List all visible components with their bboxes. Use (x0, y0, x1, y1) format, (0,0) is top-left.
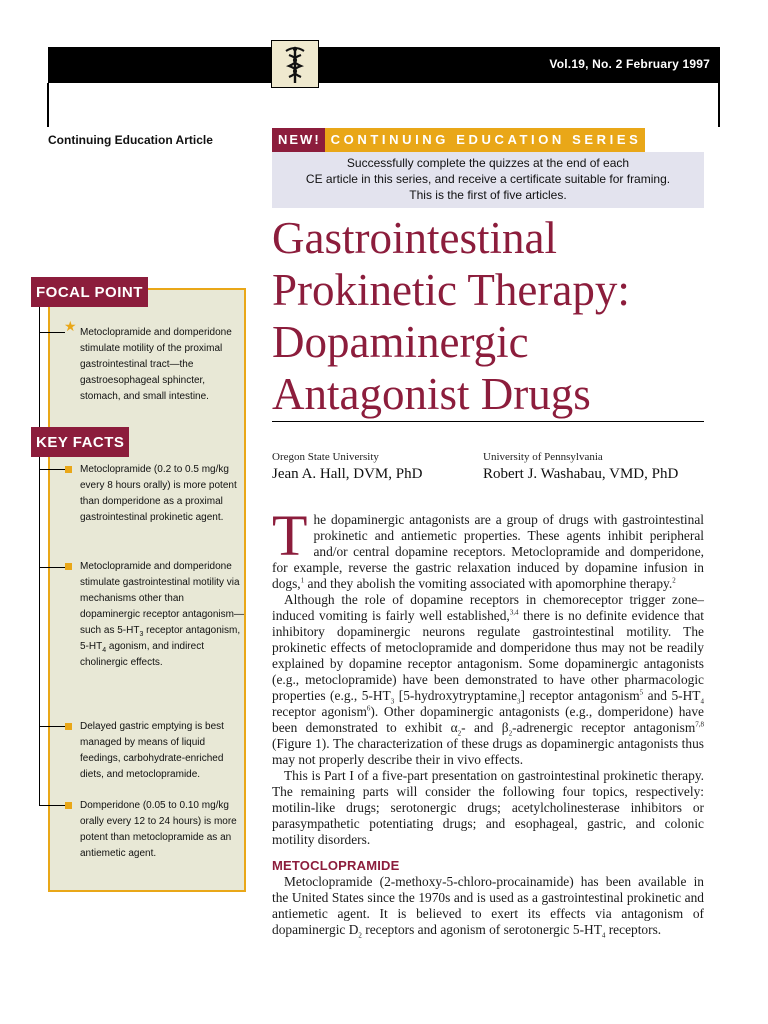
focal-point-label: FOCAL POINT (31, 277, 148, 307)
author-affiliation: Oregon State University (272, 451, 379, 463)
key-fact: Metoclopramide and domperidone stimulate gastrointestinal motility via mechanisms other than dopaminergic receptor antagonism—such as $5-HT_3$ receptor antagonism, $5-HT_4$ agonism, and indirect cholinergic effects. (80, 561, 244, 668)
connector-tick (39, 567, 65, 568)
author-name: Jean A. Hall, DVM, PhD (272, 466, 423, 482)
focal-point-text: Metoclopramide and domperidone stimulate motility of the proximal gastrointestinal tract—the gastroesophageal sphincter, stomach, and small intestine. (80, 327, 232, 402)
header-bar (48, 47, 720, 83)
author-affiliation: University of Pennsylvania (483, 451, 603, 463)
body-paragraph: Metoclopramide (2-methoxy-5-chloro-procainamide) has been available in the United States since the 1970s and is used as a gastrointestinal prokinetic and antiemetic agent. It is believed to exert its effects via antagonism of dopaminergic $D_2$ receptors and agonism of serotonergic $5-HT_4$ receptors. (272, 874, 704, 940)
sidebar-connector (39, 307, 40, 806)
ce-info-line: Successfully complete the quizzes at the end of each (346, 156, 630, 170)
bullet-icon (65, 466, 72, 473)
bullet-icon (65, 802, 72, 809)
ce-info-line: This is the first of five articles. (409, 188, 567, 202)
section-heading: METOCLOPRAMIDE (272, 858, 400, 873)
ce-info-line: CE article in this series, and receive a certificate suitable for framing. (305, 172, 671, 186)
volume-issue: Vol.19, No. 2 February 1997 (549, 57, 710, 71)
title-line: Prokinetic Therapy: (272, 265, 630, 315)
ce-series-banner (272, 128, 645, 152)
body-paragraph: Although the role of dopamine receptors in chemoreceptor trigger zone–induced vomiting is fairly well established,$^{3,4}$ there is no definite evidence that inhibitory dopaminergic neurons regulate gastrointestinal motility. The prokinetic effects of metoclopramide and domperidone thus may not be readily explained by dopamine receptor antagonism. Some dopaminergic antagonists (e.g., metoclopramide) have been demonstrated to have other pharmacologic properties (e.g., $5-HT_3$ [5-hydroxytryptamine$_3$] receptor antagonism$^5$ and $5-HT_4$ receptor agonism$^6$). Other dopaminergic antagonists (e.g., domperidone) have been demonstrated to exhibit $\alpha_2-$ and $\beta_2$-adrenergic receptor antagonism$^{7,8}$ (Figure 1). The characterization of these drugs as dopaminergic antagonists thus may not properly describe their in vivo effects. (272, 592, 704, 767)
key-fact: Metoclopramide (0.2 to 0.5 mg/kg every 8 hours orally) is more potent than domperidone as a proximal gastrointestinal prokinetic agent. (80, 464, 237, 523)
connector-tick (39, 805, 65, 806)
title-line: Gastrointestinal (272, 213, 557, 263)
title-line: Antagonist Drugs (272, 369, 591, 419)
connector-tick (39, 469, 65, 470)
key-facts-label: KEY FACTS (31, 427, 129, 457)
section-label: Continuing Education Article (48, 133, 213, 147)
left-rule (47, 83, 49, 127)
series-label: CONTINUING EDUCATION SERIES (325, 128, 646, 152)
connector-tick (39, 726, 65, 727)
new-badge: NEW! (272, 128, 325, 152)
drop-cap: T (272, 503, 308, 568)
body-paragraph: The dopaminergic antagonists are a group of drugs with gastrointestinal prokinetic and antiemetic properties. These agents inhibit peripheral and/or central dopamine receptors. Metoclopramide and domperidone, for example, reverse the gastric relaxation induced by dopamine infusion in dogs,$^1$ and they abolish the vomiting associated with apomorphine therapy.$^2$ (272, 503, 704, 591)
author-name: Robert J. Washabau, VMD, PhD (483, 466, 679, 482)
bullet-icon (65, 563, 72, 570)
title-divider (272, 421, 704, 422)
article-title (272, 212, 712, 420)
title-line: Dopaminergic (272, 317, 529, 367)
bullet-icon (65, 723, 72, 730)
right-rule (718, 83, 720, 127)
star-icon: ★ (64, 320, 77, 335)
key-fact: Domperidone (0.05 to 0.10 mg/kg orally every 12 to 24 hours) is more potent than metoclopramide as an antiemetic agent. (80, 800, 237, 859)
connector-tick (39, 332, 65, 333)
ce-info-text (272, 155, 704, 203)
key-fact: Delayed gastric emptying is best managed by means of liquid feedings, carbohydrate-enriched diets, and metoclopramide. (80, 721, 224, 780)
body-paragraph: This is Part I of a five-part presentation on gastrointestinal prokinetic therapy. The remaining parts will consider the following four topics, respectively: motilin-like drugs; serotonergic drugs; acetylcholinesterase inhibitors or parasympathetic potentiating drugs; and esophageal, gastric, and colonic motility disorders. (272, 768, 704, 847)
caduceus-icon (271, 40, 319, 88)
article-body (272, 503, 704, 940)
